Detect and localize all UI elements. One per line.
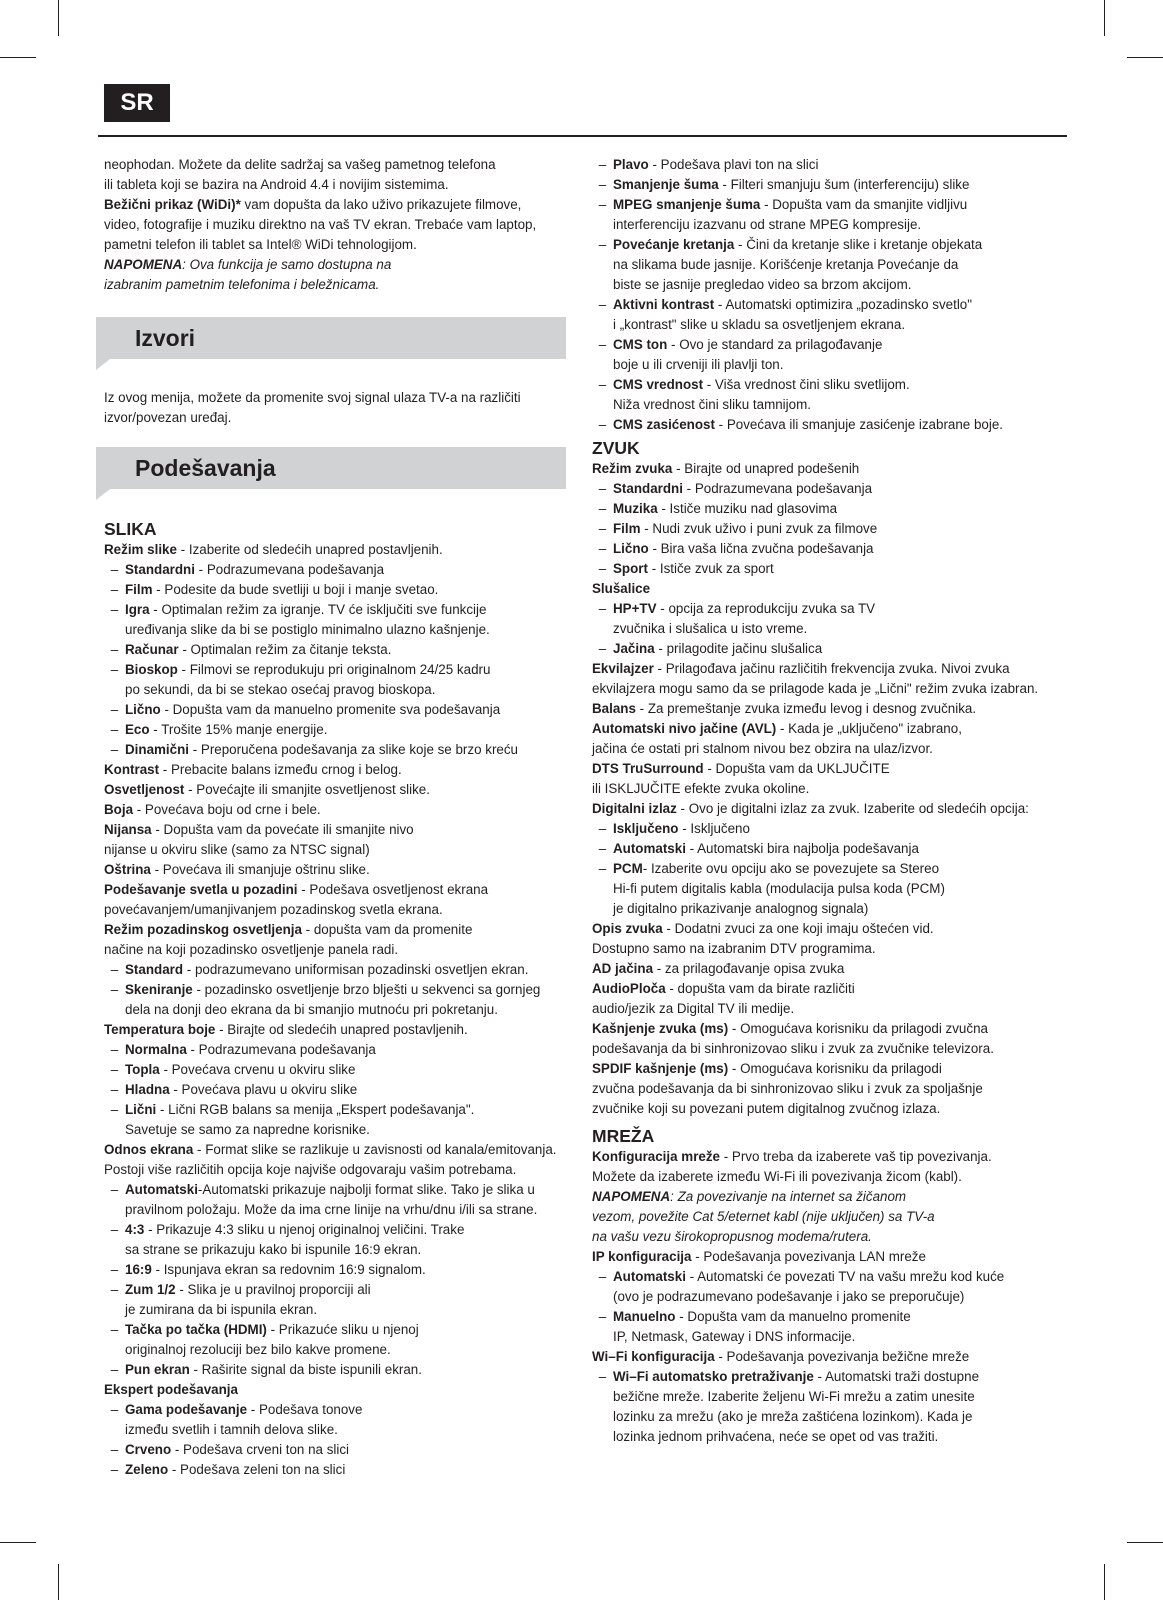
text-line: ekvilajzera mogu samo da se prilagode kada je „Lični" režim zvuka izabran. [592,681,1039,696]
dash-list-item: – Zeleno - Podešava zeleni ton na slici [104,1460,572,1480]
setting-item: Boja - Povećava boju od crne i bele. [104,802,321,817]
dash-list-item: – Lični - Lični RGB balans sa menija „Ekspert podešavanja". [104,1100,572,1120]
dash-list-item: – Standard - podrazumevano uniformisan pozadinski osvetljen ekran. [104,960,572,980]
dash-list-item: – CMS vrednost - Viša vrednost čini sliku svetlijom. [592,375,1067,395]
dash-bullet: – [598,861,607,876]
section-header-sources: Izvori [96,317,566,359]
setting-item: SPDIF kašnjenje (ms) - Omogućava korisniku da prilagodi [592,1061,942,1076]
dash-list-item: – Skeniranje - pozadinsko osvetljenje brzo blješti u sekvenci sa gornjeg [104,980,572,1000]
text-line: lozinka jednom prihvaćena, neće se opet od vas tražiti. [613,1429,939,1444]
dash-bullet: – [598,1369,607,1384]
setting-item: Nijansa - Dopušta vam da povećate ili smanjite nivo [104,822,414,837]
dash-list-continuation: (ovo je podrazumevano podešavanje i jako se preporučuje) [613,1289,965,1304]
dash-bullet: – [598,501,607,516]
dash-bullet: – [110,702,119,717]
dash-bullet: – [598,297,607,312]
text-line: zvučna podešavanja da bi sinhronizovao sliku i zvuk za spoljašnje [592,1081,983,1096]
dash-bullet: – [110,1182,119,1197]
dash-list-item: – Isključeno - Isključeno [592,819,1067,839]
setting-item: Režim pozadinskog osvetljenja - dopušta vam da promenite [104,922,473,937]
text-line: Dostupno samo na izabranim DTV programima. [592,941,876,956]
text-line: Bežični prikaz (WiDi)* vam dopušta da lako uživo prikazujete filmove, [104,197,522,212]
crop-mark [1104,0,1105,36]
dash-bullet: – [110,1362,119,1377]
setting-item: Kontrast - Prebacite balans između crnog i belog. [104,762,402,777]
dash-list-item: – Povećanje kretanja - Čini da kretanje slike i kretanje objekata [592,235,1067,255]
setting-item: Balans - Za premeštanje zvuka između levog i desnog zvučnika. [592,701,977,716]
dash-list-continuation: uređivanja slike da bi se postiglo minimalno ulazno kašnjenje. [125,622,490,637]
text-line: lozinku za mrežu (ako je mreža zaštićena lozinkom). Kada je [613,1409,973,1424]
text-line: Možete da izaberete između Wi-Fi ili povezivanja žicom (kabl). [592,1169,962,1184]
setting-item: Oštrina - Povećava ili smanjuje oštrinu slike. [104,862,370,877]
dash-bullet: – [598,237,607,252]
dash-list-item: – Standardni - Podrazumevana podešavanja [592,479,1067,499]
section-header-settings: Podešavanja [96,447,566,489]
dash-list-item: – Aktivni kontrast - Automatski optimizira „pozadinsko svetlo" [592,295,1067,315]
text-line: ili tableta koji se bazira na Android 4.4 i novijim sistemima. [104,177,449,192]
note: NAPOMENA: Za povezivanje na internet sa žičanom [592,1189,907,1204]
setting-heading: Slušalice [592,581,651,596]
setting-item: Podešavanje svetla u pozadini - Podešava osvetljenost ekrana [104,882,489,897]
text-line: jačina će ostati pri stalnom nivou bez obzira na ulaz/izvor. [592,741,933,756]
header-rule [98,135,1067,137]
dash-bullet: – [110,1282,119,1297]
dash-bullet: – [598,157,607,172]
dash-list-continuation: originalnoj rezoluciji bez bilo kakve promene. [125,1342,391,1357]
dash-bullet: – [598,1269,607,1284]
dash-list-item: – Film - Nudi zvuk uživo i puni zvuk za filmove [592,519,1067,539]
text-line: neophodan. Možete da delite sadržaj sa vašeg pametnog telefona [104,157,496,172]
dash-list-item: – Igra - Optimalan režim za igranje. TV će isključiti sve funkcije [104,600,572,620]
dash-bullet: – [110,642,119,657]
dash-list-item: – CMS zasićenost - Povećava ili smanjuje zasićenje izabrane boje. [592,415,1067,435]
dash-bullet: – [110,1402,119,1417]
dash-bullet: – [110,1082,119,1097]
dash-list-continuation: sa strane se prikazuju kako bi ispunile 16:9 ekran. [125,1242,422,1257]
dash-bullet: – [598,377,607,392]
dash-bullet: – [110,1222,119,1237]
dash-bullet: – [598,601,607,616]
dash-bullet: – [110,722,119,737]
setting-item: AD jačina - za prilagođavanje opisa zvuka [592,961,845,976]
crop-mark [0,1542,36,1543]
setting-item: Kašnjenje zvuka (ms) - Omogućava korisniku da prilagodi zvučna [592,1021,988,1036]
dash-bullet: – [598,177,607,192]
dash-bullet: – [598,481,607,496]
setting-item: Režim zvuka - Birajte od unapred podešenih [592,461,860,476]
dash-list-item: – Topla - Povećava crvenu u okviru slike [104,1060,572,1080]
dash-list-item: – Crveno - Podešava crveni ton na slici [104,1440,572,1460]
dash-list-item: – Dinamični - Preporučena podešavanja za slike koje se brzo kreću [104,740,572,760]
text-line: pametni telefon ili tablet sa Intel® WiDi tehnologijom. [104,237,417,252]
dash-list-item: – Računar - Optimalan režim za čitanje teksta. [104,640,572,660]
crop-mark [0,57,36,58]
dash-list-continuation: Savetuje se samo za napredne korisnike. [125,1122,370,1137]
dash-list-item: – 16:9 - Ispunjava ekran sa redovnim 16:9 signalom. [104,1260,572,1280]
setting-item: AudioPloča - dopušta vam da birate različiti [592,981,855,996]
dash-list-continuation: Hi-fi putem digitalis kabla (modulacija pulsa koda (PCM) [613,881,945,896]
setting-item: Ekvilajzer - Prilagođava jačinu različitih frekvencija zvuka. Nivoi zvuka [592,661,1010,676]
subsection-title-picture: SLIKA [104,519,157,539]
dash-list-continuation: dela na donji deo ekrana da bi smanjio mutnoću pri pokretanju. [125,1002,498,1017]
setting-item: Konfiguracija mreže - Prvo treba da izaberete vaš tip povezivanja. [592,1149,992,1164]
setting-item: IP konfiguracija - Podešavanja povezivanja LAN mreže [592,1249,926,1264]
dash-bullet: – [598,337,607,352]
text-line: podešavanja da bi sinhronizovao sliku i zvuk za zvučnike televizora. [592,1041,994,1056]
dash-bullet: – [110,982,119,997]
crop-mark [1127,1542,1163,1543]
dash-list-item: – Automatski - Automatski bira najbolja podešavanja [592,839,1067,859]
dash-list-item: – Smanjenje šuma - Filteri smanjuju šum (interferenciju) slike [592,175,1067,195]
dash-list-item: – HP+TV - opcija za reprodukciju zvuka sa TV [592,599,1067,619]
dash-list-item: – Bioskop - Filmovi se reprodukuju pri originalnom 24/25 kadru [104,660,572,680]
note-line: izabranim pametnim telefonima i beležnicama. [104,277,380,292]
dash-list-item: – 4:3 - Prikazuje 4:3 sliku u njenoj originalnoj veličini. Trake [104,1220,572,1240]
text-line: načine na koji pozadinsko osvetljenje panela radi. [104,942,399,957]
dash-list-continuation: po sekundi, da bi se stekao osećaj pravog bioskopa. [125,682,436,697]
setting-item: Automatski nivo jačine (AVL) - Kada je „uključeno" izabrano, [592,721,962,736]
dash-bullet: – [110,1042,119,1057]
dash-list-item: – Lično - Dopušta vam da manuelno promenite sva podešavanja [104,700,572,720]
dash-bullet: – [110,662,119,677]
setting-item: Osvetljenost - Povećajte ili smanjite osvetljenost slike. [104,782,430,797]
dash-bullet: – [598,417,607,432]
text-line: Postoji više različitih opcija koje najviše odgovaraju vašim potrebama. [104,1162,517,1177]
dash-bullet: – [598,197,607,212]
dash-bullet: – [110,602,119,617]
setting-item: Opis zvuka - Dodatni zvuci za one koji imaju oštećen vid. [592,921,934,936]
dash-bullet: – [110,1462,119,1477]
dash-list-item: – Sport - Ističe zvuk za sport [592,559,1067,579]
note-line: vezom, povežite Cat 5/eternet kabl (nije uključen) sa TV-a [592,1209,935,1224]
text-line: je digitalno prikazivanje analognog signala) [613,901,869,916]
dash-list-item: – Muzika - Ističe muziku nad glasovima [592,499,1067,519]
dash-list-item: – Film - Podesite da bude svetliji u boji i manje svetao. [104,580,572,600]
dash-list-continuation: bežične mreže. Izaberite željenu Wi-Fi mrežu a zatim unesite [613,1389,975,1404]
dash-bullet: – [598,561,607,576]
dash-list-continuation: interferenciju izazvanu od strane MPEG kompresije. [613,217,922,232]
dash-list-continuation: Niža vrednost čini sliku tamnijom. [613,397,811,412]
dash-bullet: – [110,1062,119,1077]
setting-item: Odnos ekrana - Format slike se razlikuje u zavisnosti od kanala/emitovanja. [104,1142,557,1157]
dash-bullet: – [110,1102,119,1117]
dash-list-item: – Normalna - Podrazumevana podešavanja [104,1040,572,1060]
dash-bullet: – [110,582,119,597]
subsection-title-sound: ZVUK [592,438,640,458]
text-line: video, fotografije i muziku direktno na vaš TV ekran. Trebaće vam laptop, [104,217,537,232]
dash-list-item: – Gama podešavanje - Podešava tonove [104,1400,572,1420]
dash-list-item: – Manuelno - Dopušta vam da manuelno promenite [592,1307,1067,1327]
crop-mark [1127,57,1163,58]
text-line: nijanse u okviru slike (samo za NTSC signal) [104,842,370,857]
dash-list-continuation: između svetlih i tamnih delova slike. [125,1422,338,1437]
dash-list-continuation: zvučnika i slušalica u isto vreme. [613,621,808,636]
dash-bullet: – [110,962,119,977]
dash-list-item: – MPEG smanjenje šuma - Dopušta vam da smanjite vidljivu [592,195,1067,215]
dash-list-item: – Tačka po tačka (HDMI) - Prikazuće sliku u njenoj [104,1320,572,1340]
dash-bullet: – [598,521,607,536]
text-line: audio/jezik za Digital TV ili medije. [592,1001,795,1016]
note-line: na vašu vezu širokopropusnog modema/rutera. [592,1229,872,1244]
dash-list-item: – Plavo - Podešava plavi ton na slici [592,155,1067,175]
dash-bullet: – [598,641,607,656]
text-line: zvučnike koji su povezani putem digitalnog zvučnog izlaza. [592,1101,941,1116]
setting-item: Digitalni izlaz - Ovo je digitalni izlaz za zvuk. Izaberite od sledećih opcija: [592,801,1029,816]
dash-list-continuation: boje u ili crveniji ili plavlji ton. [613,357,784,372]
setting-item: DTS TruSurround - Dopušta vam da UKLJUČITE [592,761,890,776]
dash-bullet: – [598,821,607,836]
dash-bullet: – [110,562,119,577]
dash-list-item: – Lično - Bira vaša lična zvučna podešavanja [592,539,1067,559]
right-column [592,155,1067,1447]
note: NAPOMENA: Ova funkcija je samo dostupna na [104,257,392,272]
setting-item: Režim slike - Izaberite od sledećih unapred postavljenih. [104,542,443,557]
dash-list-item: – Zum 1/2 - Slika je u pravilnoj proporciji ali [104,1280,572,1300]
crop-mark [58,0,59,36]
setting-heading: Ekspert podešavanja [104,1382,238,1397]
dash-list-item: – Automatski-Automatski prikazuje najbolji format slike. Tako je slika u [104,1180,572,1200]
dash-list-continuation: pravilnom položaju. Može da ima crne linije na vrhu/dnu i/ili sa strane. [125,1202,538,1217]
dash-list-continuation: na slikama bude jasnije. Korišćenje kretanja Povećanje da [613,257,959,272]
left-column [104,155,572,1480]
dash-list-continuation: je zumirana da bi ispunila ekran. [125,1302,318,1317]
dash-list-continuation: i „kontrast" slike u skladu sa osvetljenjem ekrana. [613,317,906,332]
dash-list-item: – Wi–Fi automatsko pretraživanje - Automatski traži dostupne [592,1367,1067,1387]
dash-bullet: – [598,1309,607,1324]
dash-list-item: – Eco - Trošite 15% manje energije. [104,720,572,740]
dash-list-item: – Jačina - prilagodite jačinu slušalica [592,639,1067,659]
crop-mark [58,1564,59,1600]
subsection-title-network: MREŽA [592,1126,655,1146]
dash-bullet: – [110,1442,119,1457]
dash-list-item: – CMS ton - Ovo je standard za prilagođavanje [592,335,1067,355]
dash-bullet: – [598,541,607,556]
setting-item: Wi–Fi konfiguracija - Podešavanja povezivanja bežične mreže [592,1349,970,1364]
dash-bullet: – [598,841,607,856]
crop-mark [1104,1564,1105,1600]
dash-list-continuation: biste se jasnije pregledao video sa brzom akcijom. [613,277,912,292]
dash-bullet: – [110,1262,119,1277]
dash-list-item: – Automatski - Automatski će povezati TV na vašu mrežu kod kuće [592,1267,1067,1287]
dash-list-item: – Pun ekran - Raširite signal da biste ispunili ekran. [104,1360,572,1380]
dash-list-item: – Standardni - Podrazumevana podešavanja [104,560,572,580]
text-line: povećavanjem/umanjivanjem pozadinskog svetla ekrana. [104,902,443,917]
dash-list-item: – Hladna - Povećava plavu u okviru slike [104,1080,572,1100]
text-line: Iz ovog menija, možete da promenite svoj signal ulaza TV-a na različiti [104,390,521,405]
text-line: ili ISKLJUČITE efekte zvuka okoline. [592,781,810,796]
setting-item: Temperatura boje - Birajte od sledećih unapred postavljenih. [104,1022,468,1037]
dash-bullet: – [110,742,119,757]
dash-list-item: – PCM- Izaberite ovu opciju ako se povezujete sa Stereo [592,859,1067,879]
dash-list-continuation: IP, Netmask, Gateway i DNS informacije. [613,1329,856,1344]
language-tab: SR [104,84,170,122]
text-line: izvor/povezan uređaj. [104,410,232,425]
dash-bullet: – [110,1322,119,1337]
